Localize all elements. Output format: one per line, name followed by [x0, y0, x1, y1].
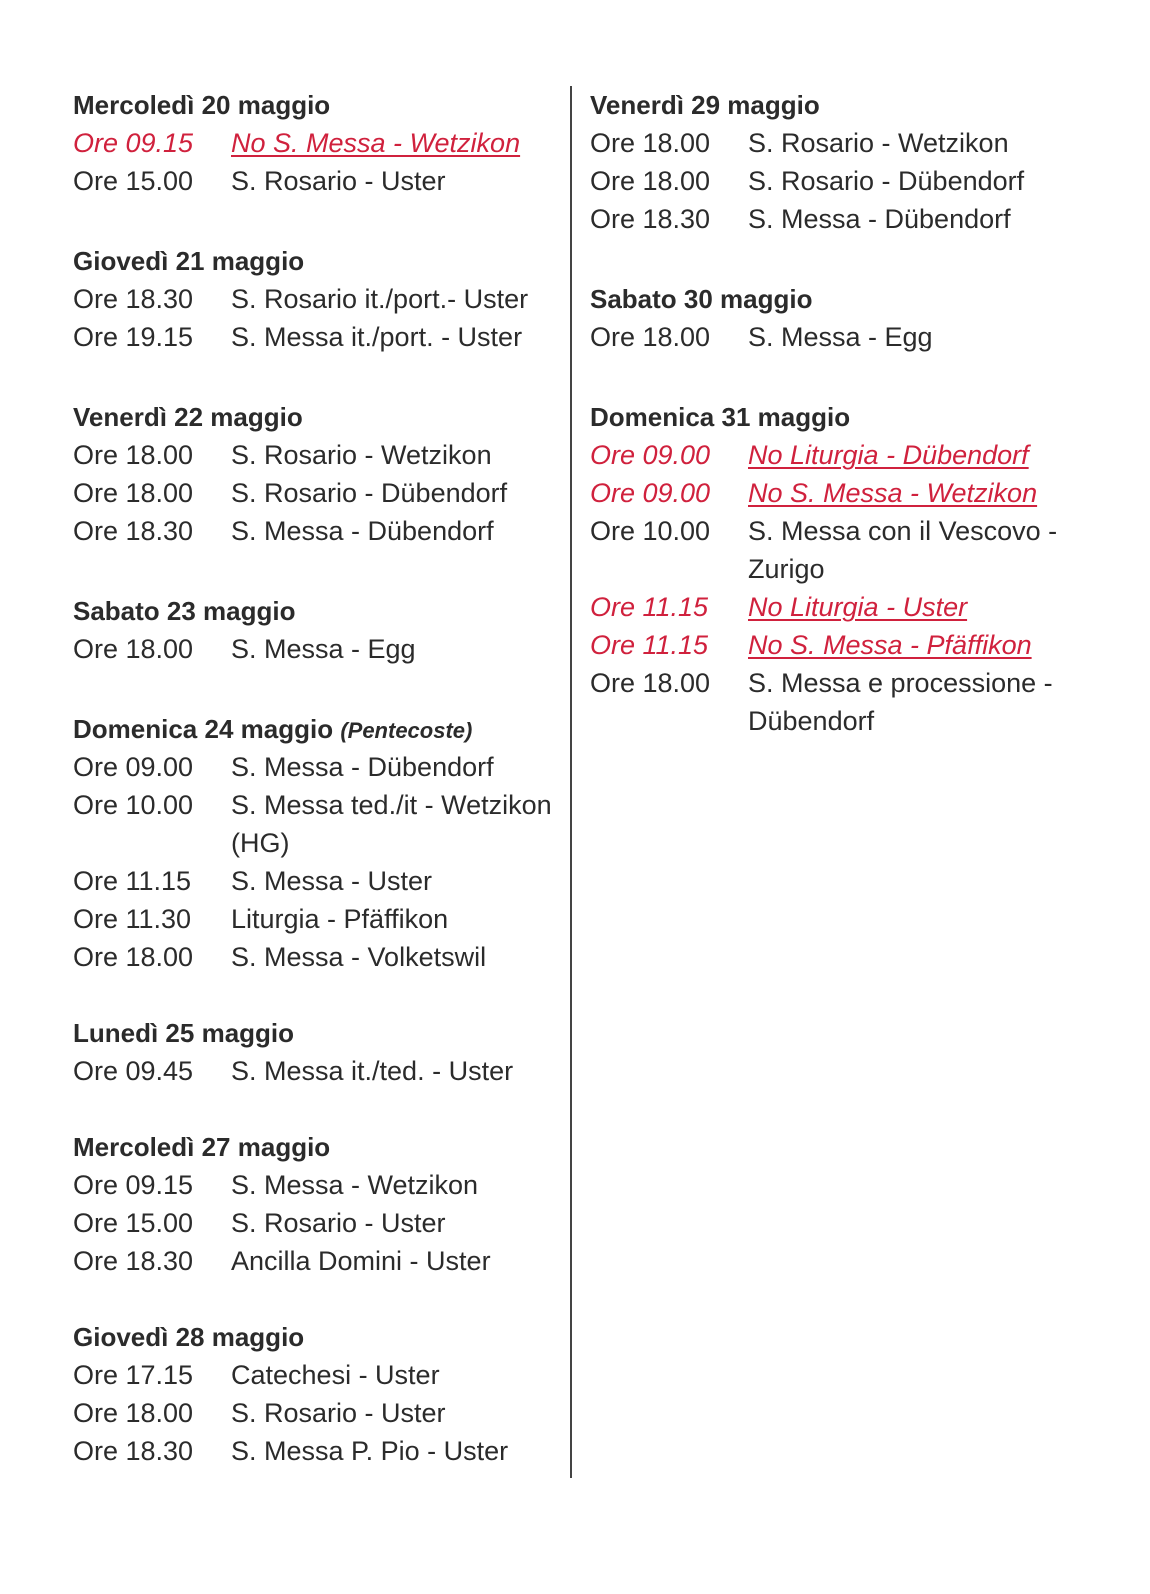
- schedule-entry: [73, 938, 563, 976]
- entry-event: S. Messa con il Vescovo - Zurigo: [748, 516, 1058, 584]
- entry-event: S. Rosario it./port.- Uster: [231, 284, 529, 314]
- entry-event: Ancilla Domini - Uster: [231, 1246, 491, 1276]
- day-title-text: Venerdì 29 maggio: [590, 90, 820, 120]
- schedule-entry: [73, 1204, 563, 1242]
- entry-time: Ore 18.30: [73, 1246, 194, 1276]
- day-title-text: Mercoledì 27 maggio: [73, 1132, 331, 1162]
- day-block: [590, 86, 1080, 238]
- entry-time: Ore 09.15: [73, 1170, 194, 1200]
- schedule-entry: [73, 1356, 563, 1394]
- entry-event: S. Messa - Uster: [231, 866, 433, 896]
- day-title-text: Sabato 23 maggio: [73, 596, 296, 626]
- schedule-entry: [73, 512, 563, 550]
- schedule-entry: [73, 1052, 563, 1090]
- day-block: [73, 398, 563, 550]
- entry-event: Catechesi - Uster: [231, 1360, 440, 1390]
- entry-time: Ore 18.30: [590, 204, 711, 234]
- entry-time: Ore 11.15: [73, 866, 192, 896]
- schedule-entry: [73, 1432, 563, 1470]
- schedule-entry: [590, 512, 1080, 588]
- entry-event: S. Messa it./ted. - Uster: [231, 1056, 514, 1086]
- entry-time: Ore 17.15: [73, 1360, 194, 1390]
- entry-time: Ore 10.00: [73, 790, 194, 820]
- entry-time: Ore 10.00: [590, 516, 711, 546]
- entry-time: Ore 15.00: [73, 1208, 194, 1238]
- entry-time: Ore 09.15: [73, 128, 194, 158]
- day-block: [73, 86, 563, 200]
- entry-event: S. Messa ted./it - Wetzikon (HG): [231, 790, 552, 858]
- schedule-entry: [590, 124, 1080, 162]
- entry-event: S. Messa e processione - Dübendorf: [748, 668, 1053, 736]
- entry-time: Ore 18.00: [590, 166, 711, 196]
- cancelled-entry: [590, 626, 1080, 664]
- entry-time: Ore 09.45: [73, 1056, 194, 1086]
- entry-time: Ore 09.00: [590, 478, 711, 508]
- day-block: [73, 1318, 563, 1470]
- day-block: [73, 710, 563, 976]
- day-block: [590, 398, 1080, 740]
- entry-event: S. Rosario - Uster: [231, 166, 446, 196]
- entry-time: Ore 18.00: [73, 1398, 194, 1428]
- entry-event: S. Messa it./port. - Uster: [231, 322, 523, 352]
- day-title-text: Domenica 31 maggio: [590, 402, 851, 432]
- entry-event: Liturgia - Pfäffikon: [231, 904, 449, 934]
- entry-event: S. Messa - Dübendorf: [748, 204, 1011, 234]
- entry-event: No S. Messa - Wetzikon: [231, 128, 521, 158]
- entry-event: S. Messa - Dübendorf: [231, 516, 494, 546]
- day-block: [73, 242, 563, 356]
- schedule-entry: [590, 200, 1080, 238]
- day-title: [73, 1128, 563, 1166]
- entry-time: Ore 15.00: [73, 166, 194, 196]
- entry-event: S. Rosario - Uster: [231, 1208, 446, 1238]
- day-title: [590, 86, 1080, 124]
- entry-event: S. Messa - Volketswil: [231, 942, 487, 972]
- cancelled-entry: [590, 588, 1080, 626]
- day-title: [73, 86, 563, 124]
- day-title-text: Giovedì 21 maggio: [73, 246, 305, 276]
- schedule-entry: [73, 786, 563, 862]
- schedule-column-left: [73, 86, 563, 1470]
- entry-event: No S. Messa - Wetzikon: [748, 478, 1038, 508]
- entry-time: Ore 11.30: [73, 904, 192, 934]
- entry-event: S. Rosario - Uster: [231, 1398, 446, 1428]
- entry-event: S. Rosario - Wetzikon: [748, 128, 1009, 158]
- schedule-entry: [73, 862, 563, 900]
- schedule-entry: [73, 318, 563, 356]
- day-note: (Pentecoste): [340, 718, 473, 743]
- day-title-text: Giovedì 28 maggio: [73, 1322, 305, 1352]
- schedule-entry: [73, 280, 563, 318]
- schedule-entry: [73, 1394, 563, 1432]
- schedule-entry: [73, 1166, 563, 1204]
- schedule-column-right: [590, 86, 1080, 740]
- column-divider: [570, 86, 572, 1478]
- schedule-entry: [590, 162, 1080, 200]
- schedule-entry: [73, 748, 563, 786]
- entry-time: Ore 18.00: [590, 322, 711, 352]
- entry-event: S. Rosario - Dübendorf: [231, 478, 508, 508]
- day-title: [73, 398, 563, 436]
- entry-time: Ore 11.15: [590, 630, 709, 660]
- entry-time: Ore 18.30: [73, 516, 194, 546]
- cancelled-entry: [73, 124, 563, 162]
- schedule-entry: [590, 318, 1080, 356]
- entry-event: No S. Messa - Pfäffikon: [748, 630, 1032, 660]
- entry-time: Ore 09.00: [73, 752, 194, 782]
- cancelled-entry: [590, 474, 1080, 512]
- day-title-text: Lunedì 25 maggio: [73, 1018, 295, 1048]
- entry-event: S. Rosario - Wetzikon: [231, 440, 492, 470]
- entry-event: S. Messa P. Pio - Uster: [231, 1436, 509, 1466]
- entry-time: Ore 18.00: [590, 668, 711, 698]
- day-title-text: Domenica 24 maggio: [73, 714, 334, 744]
- cancelled-entry: [590, 436, 1080, 474]
- entry-event: S. Messa - Wetzikon: [231, 1170, 479, 1200]
- schedule-entry: [73, 474, 563, 512]
- schedule-entry: [73, 630, 563, 668]
- day-title: [73, 1014, 563, 1052]
- day-title-text: Sabato 30 maggio: [590, 284, 813, 314]
- entry-time: Ore 18.30: [73, 1436, 194, 1466]
- day-block: [73, 1128, 563, 1280]
- day-title: [73, 242, 563, 280]
- day-block: [590, 280, 1080, 356]
- entry-time: Ore 18.00: [590, 128, 711, 158]
- entry-time: Ore 18.00: [73, 942, 194, 972]
- day-title: [73, 710, 563, 748]
- schedule-entry: [73, 1242, 563, 1280]
- entry-time: Ore 11.15: [590, 592, 709, 622]
- entry-time: Ore 09.00: [590, 440, 711, 470]
- day-block: [73, 1014, 563, 1090]
- entry-time: Ore 18.00: [73, 440, 194, 470]
- schedule-entry: [73, 436, 563, 474]
- day-title: [73, 592, 563, 630]
- day-block: [73, 592, 563, 668]
- entry-event: No Liturgia - Dübendorf: [748, 440, 1029, 470]
- day-title: [590, 398, 1080, 436]
- entry-time: Ore 18.30: [73, 284, 194, 314]
- schedule-entry: [73, 162, 563, 200]
- entry-time: Ore 18.00: [73, 478, 194, 508]
- day-title: [73, 1318, 563, 1356]
- entry-time: Ore 18.00: [73, 634, 194, 664]
- entry-time: Ore 19.15: [73, 322, 194, 352]
- entry-event: S. Messa - Dübendorf: [231, 752, 494, 782]
- schedule-entry: [590, 664, 1080, 740]
- day-title-text: Mercoledì 20 maggio: [73, 90, 331, 120]
- day-title-text: Venerdì 22 maggio: [73, 402, 303, 432]
- entry-event: S. Rosario - Dübendorf: [748, 166, 1025, 196]
- entry-event: No Liturgia - Uster: [748, 592, 968, 622]
- day-title: [590, 280, 1080, 318]
- entry-event: S. Messa - Egg: [748, 322, 933, 352]
- schedule-entry: [73, 900, 563, 938]
- entry-event: S. Messa - Egg: [231, 634, 416, 664]
